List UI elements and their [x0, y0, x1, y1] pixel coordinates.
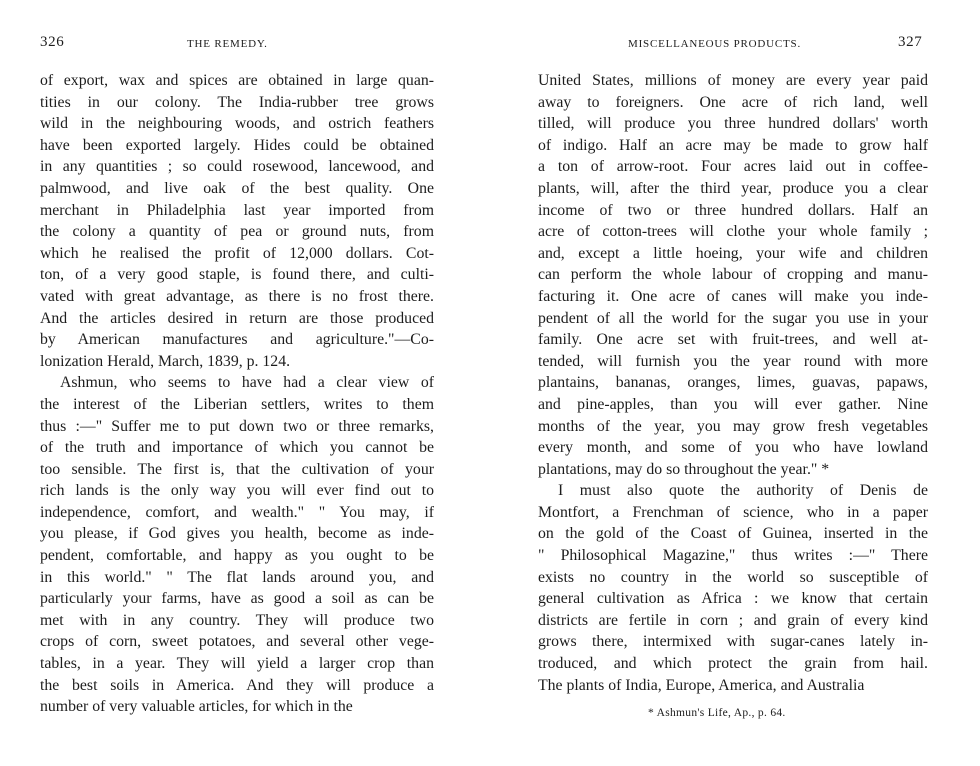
left-page-header	[0, 36, 490, 56]
right-page-header	[490, 36, 980, 56]
text-line: facturing it. One acre of canes will make you inde-	[538, 287, 928, 305]
text-line: by American manufactures and agriculture."—Co-	[40, 331, 434, 349]
footnote: * Ashmun's Life, Ap., p. 64.	[648, 707, 786, 719]
text-line: income of two or three hundred dollars. Half an	[538, 201, 928, 219]
text-line: of export, wax and spices are obtained in large quan-	[40, 72, 434, 89]
text-line: The plants of India, Europe, America, and Australia	[538, 676, 865, 694]
text-line: districts are fertile in corn ; and grain of every kind	[538, 611, 928, 629]
text-line: have been exported largely. Hides could be obtained	[40, 136, 434, 154]
text-line: palmwood, and live oak of the best quality. One	[40, 179, 434, 197]
text-line: family. One acre set with fruit-trees, and well at-	[538, 331, 928, 349]
text-line: tables, in a year. They will yield a larger crop than	[40, 655, 434, 673]
text-line: a ton of arrow-root. Four acres laid out in coffee-	[538, 158, 928, 176]
text-line: tilled, will produce you three hundred dollars' worth	[538, 115, 928, 133]
text-line: you please, if God gives you health, become as inde-	[40, 525, 434, 543]
page-number: 326	[40, 34, 65, 50]
text-line: number of very valuable articles, for which in the	[40, 698, 353, 716]
text-line: particularly your farms, have as good a soil as can be	[40, 590, 434, 608]
text-line: and, except a little hoeing, your wife and children	[538, 244, 928, 262]
text-line: thus :—" Suffer me to put down two or three remarks,	[40, 417, 434, 435]
text-line: months of the year, you may grow fresh vegetables	[538, 417, 928, 435]
text-line: merchant in Philadelphia last year imported from	[40, 201, 434, 219]
text-line: independence, comfort, and wealth." " You may, if	[40, 503, 434, 521]
text-line: in this world." " The flat lands around you, and	[40, 568, 434, 586]
text-line: grows there, intermixed with sugar-canes lately in-	[538, 633, 928, 651]
right-page-body	[538, 70, 928, 696]
text-line: general cultivation as Africa : we know that certain	[538, 590, 928, 608]
text-line: United States, millions of money are every year paid	[538, 72, 928, 89]
text-line: met with in any country. They will produce two	[40, 611, 434, 629]
text-line: on the gold of the Coast of Guinea, inserted in the	[538, 525, 928, 543]
text-line: I must also quote the authority of Denis de	[558, 482, 928, 500]
text-line: And the articles desired in return are those produced	[40, 309, 434, 327]
text-line: lonization Herald, March, 1839, p. 124.	[40, 352, 291, 370]
text-line: and pine-apples, than you will ever gather. Nine	[538, 395, 928, 413]
right-page	[490, 0, 980, 766]
text-line: too sensible. The first is, that the cultivation of your	[40, 460, 434, 478]
text-line: the best soils in America. And they will produce a	[40, 676, 434, 694]
text-line: every month, and some of you who have lowland	[538, 439, 928, 457]
text-line: plants, will, after the third year, produce you a clear	[538, 179, 928, 197]
text-line: Montfort, a Frenchman of science, who in a paper	[538, 503, 928, 521]
left-page-body	[40, 70, 434, 718]
text-line: away to foreigners. One acre of rich land, well	[538, 93, 928, 111]
text-line: acre of cotton-trees will clothe your whole family ;	[538, 223, 928, 241]
text-line: can perform the whole labour of cropping and manu-	[538, 266, 928, 284]
text-line: the interest of the Liberian settlers, writes to them	[40, 395, 434, 413]
text-line: of the truth and importance of which you cannot be	[40, 439, 434, 457]
text-line: pendent of all the world for the sugar you use in your	[538, 309, 928, 327]
text-line: crops of corn, sweet potatoes, and several other vege-	[40, 633, 434, 651]
text-line: in any quantities ; so could rosewood, lancewood, and	[40, 158, 434, 176]
running-head: THE REMEDY.	[187, 38, 268, 50]
text-line: exists no country in the world so susceptible of	[538, 568, 928, 586]
text-line: wild in the neighbouring woods, and ostrich feathers	[40, 115, 434, 133]
text-line: vated with great advantage, as there is no frost there.	[40, 287, 434, 305]
text-line: rich lands is the only way you will ever find out to	[40, 482, 434, 500]
text-line: plantains, bananas, oranges, limes, guavas, papaws,	[538, 374, 928, 392]
running-head: MISCELLANEOUS PRODUCTS.	[628, 38, 802, 50]
text-line: which he realised the profit of 12,000 dollars. Cot-	[40, 244, 434, 262]
text-line: Ashmun, who seems to have had a clear view of	[60, 374, 434, 392]
text-line: tities in our colony. The India-rubber tree grows	[40, 93, 434, 111]
text-line: of indigo. Half an acre may be made to grow half	[538, 136, 928, 154]
text-line: the colony a quantity of pea or ground nuts, from	[40, 223, 434, 241]
text-line: troduced, and which protect the grain from hail.	[538, 655, 928, 673]
text-line: tended, will furnish you the year round with more	[538, 352, 928, 370]
text-line: plantations, may do so throughout the year." *	[538, 460, 830, 478]
text-line: ton, of a very good staple, is found there, and culti-	[40, 266, 434, 284]
text-line: " Philosophical Magazine," thus writes :—" There	[538, 547, 928, 565]
page-number: 327	[898, 34, 923, 50]
text-line: pendent, comfortable, and happy as you ought to be	[40, 547, 434, 565]
